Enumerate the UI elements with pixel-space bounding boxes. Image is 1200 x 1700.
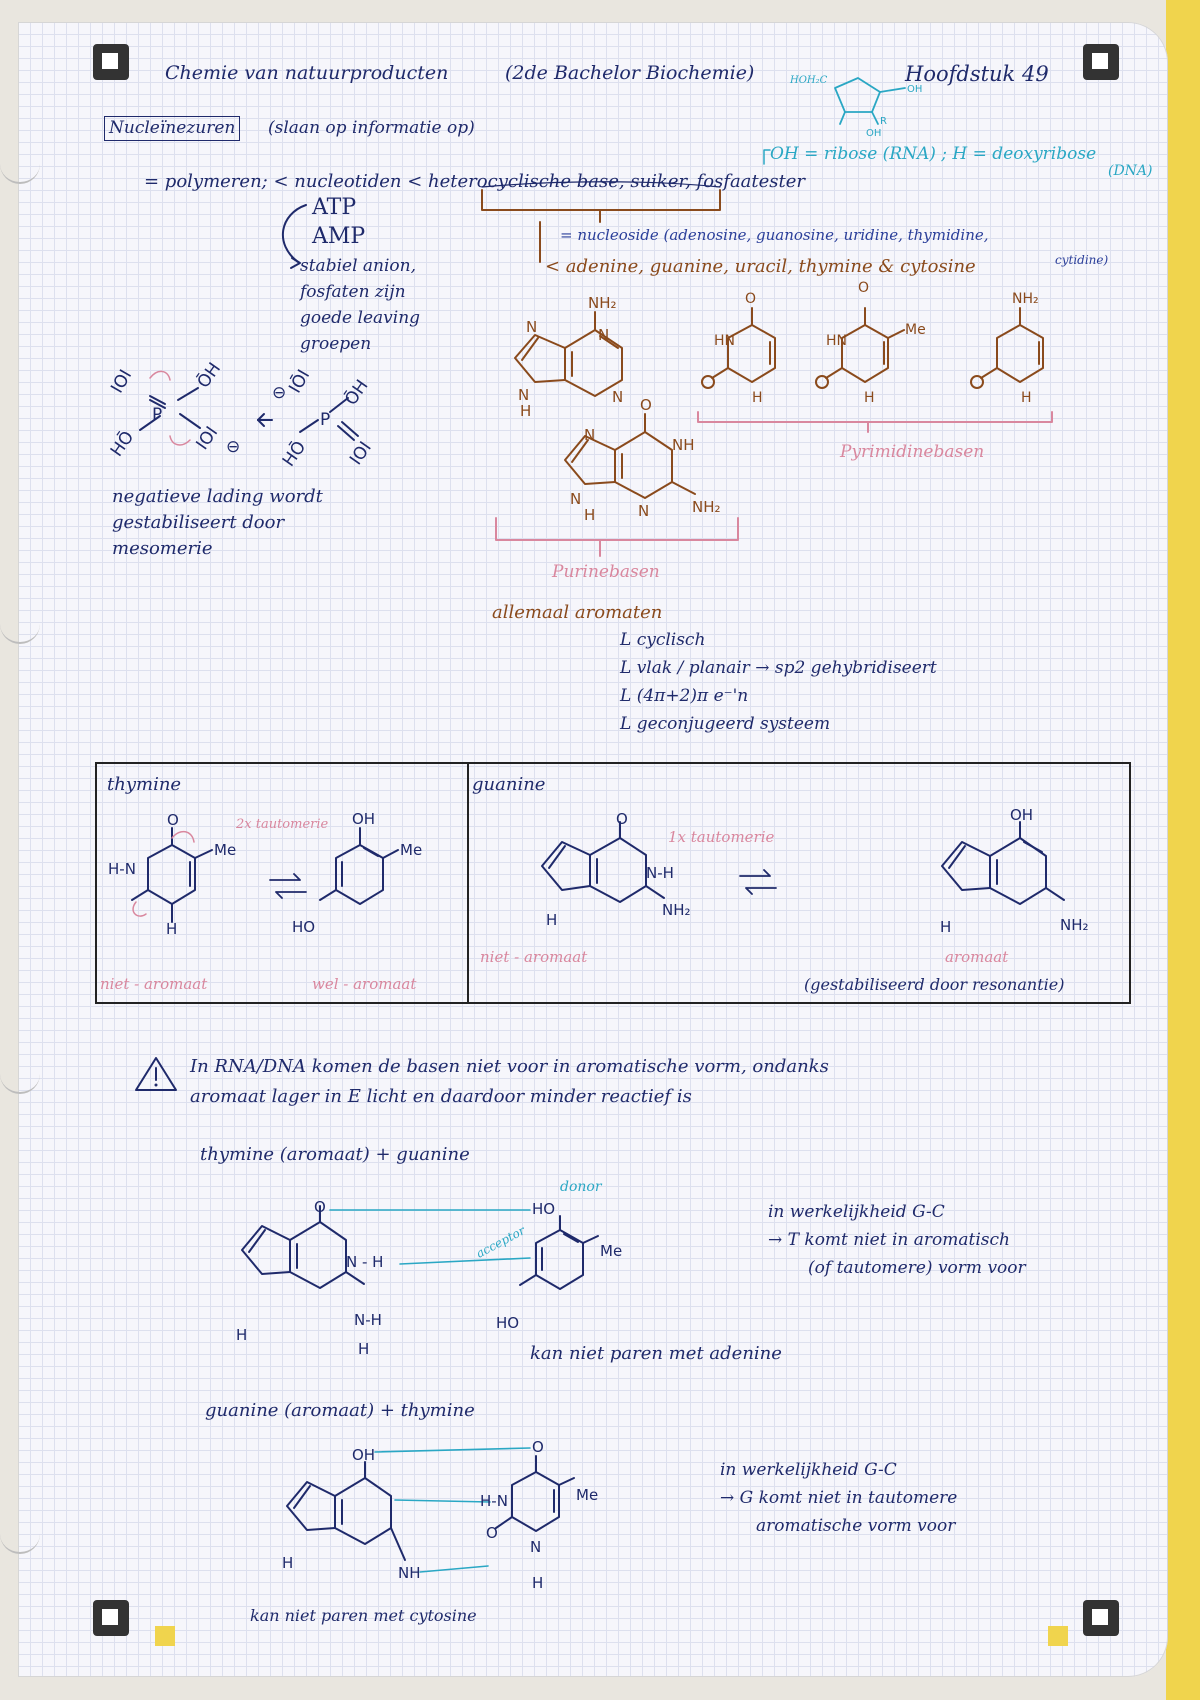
svg-text:N-H: N-H (354, 1311, 382, 1329)
anion-line: goede leaving (300, 308, 421, 328)
svg-text:Me: Me (600, 1242, 623, 1260)
svg-text:O: O (640, 396, 652, 414)
aromatic-heading: allemaal aromaten (492, 602, 663, 623)
svg-text:N: N (526, 318, 538, 336)
aromatic-label: wel - aromaat (312, 975, 417, 993)
warning-text: aromaat lager in E licht en daardoor minder reactief is (190, 1086, 692, 1107)
ribose-atom-labels (866, 84, 922, 139)
acceptor-label: acceptor (473, 1223, 528, 1261)
thymine-keto-structure (132, 828, 212, 922)
svg-text:OH: OH (1010, 806, 1034, 824)
svg-text:HN: HN (826, 333, 847, 349)
sugar-label: HOH₂C (790, 75, 828, 86)
adenine-atom-labels (518, 294, 623, 420)
bases-line: < adenine, guanine, uracil, thymine & cytosine (545, 256, 976, 277)
aromatic-criterion: L geconjugeerd systeem (620, 714, 831, 734)
amp-label: AMP (312, 224, 366, 249)
svg-text:H: H (532, 1574, 544, 1592)
ribose-sketch (835, 78, 905, 124)
non-aromatic-label: niet - aromaat (480, 948, 588, 966)
svg-text:IŌI: IŌI (285, 366, 315, 397)
pair1-note: in werkelijkheid G-C (768, 1202, 945, 1222)
svg-text:H: H (752, 390, 763, 406)
anion-line: groepen (300, 334, 372, 354)
thymine-pair-atom-labels (480, 1438, 598, 1592)
svg-text:Me: Me (400, 841, 423, 859)
hydrogen-bonds (375, 1448, 530, 1572)
svg-text:Me: Me (576, 1486, 599, 1504)
svg-text:O: O (616, 810, 628, 828)
svg-text:HN: HN (714, 333, 735, 349)
donor-label: donor (560, 1179, 602, 1195)
svg-text:N: N (518, 386, 530, 404)
pair2-note: aromatische vorm voor (756, 1516, 956, 1536)
svg-text:H: H (282, 1554, 294, 1572)
polymer-definition: = polymeren; < nucleotiden < heterocyclische base, suiker, fosfaatester (144, 171, 806, 192)
svg-text:IOI: IOI (346, 438, 376, 469)
svg-text:N: N (530, 1538, 542, 1556)
svg-text:N-H: N-H (646, 864, 674, 882)
mesomerie-line: mesomerie (112, 538, 213, 559)
aromatic-label: aromaat (945, 948, 1009, 966)
pair1-title: thymine (aromaat) + guanine (200, 1144, 470, 1165)
svg-text:O: O (532, 1438, 544, 1456)
thymine-enol-structure (320, 828, 398, 904)
tautomerie-note: 2x tautomerie (236, 817, 329, 832)
svg-text:N: N (612, 388, 624, 406)
svg-text:OH: OH (352, 1446, 376, 1464)
svg-text:H-N: H-N (108, 860, 136, 878)
svg-text:NH₂: NH₂ (1012, 291, 1039, 307)
heading-note: (slaan op informatie op) (268, 118, 475, 138)
guanine-enol-structure (942, 822, 1064, 904)
svg-text:NH: NH (672, 436, 695, 454)
pair2-title: guanine (aromaat) + thymine (205, 1400, 475, 1421)
svg-text:ŌH: ŌH (341, 376, 373, 410)
svg-text:O: O (167, 811, 179, 829)
pair1-caption: kan niet paren met adenine (530, 1343, 782, 1364)
svg-text:IOI: IOI (107, 366, 137, 397)
svg-text:H: H (864, 390, 875, 406)
svg-text:HŌ: HŌ (106, 427, 139, 461)
phosphate-atom-labels (105, 358, 376, 471)
svg-text:HŌ: HŌ (278, 437, 311, 471)
svg-text:NH: NH (398, 1564, 421, 1582)
svg-text:O: O (486, 1524, 498, 1542)
guanine-keto-structure (542, 822, 664, 902)
warning-text: In RNA/DNA komen de basen niet voor in aromatische vorm, ondanks (190, 1056, 829, 1077)
thymine-aromatic-structure (520, 1216, 598, 1289)
svg-text:HO: HO (292, 918, 316, 936)
sugar-definition: OH = ribose (RNA) ; H = deoxyribose (770, 144, 1097, 164)
cytosine-atom-labels (1012, 291, 1039, 406)
svg-text:NH₂: NH₂ (1060, 916, 1089, 934)
anion-line: stabiel anion, (300, 256, 417, 276)
svg-text:H: H (358, 1340, 370, 1358)
pair1-note: (of tautomere) vorm voor (808, 1258, 1026, 1278)
svg-text:H: H (520, 402, 532, 420)
cytosine-structure (981, 308, 1043, 382)
guanine-enol-pair-structure (287, 1462, 405, 1560)
pair2-caption: kan niet paren met cytosine (250, 1606, 477, 1625)
svg-text:IOI: IOI (192, 423, 223, 454)
svg-text:NH₂: NH₂ (662, 901, 691, 919)
guanine-enol-atom-labels (940, 806, 1089, 936)
pair1-note: → T komt niet in aromatisch (768, 1230, 1010, 1250)
aromatic-criterion: L cyclisch (620, 630, 706, 650)
nucleoside-line: = nucleoside (adenosine, guanosine, uridine, thymidine, (560, 226, 989, 244)
svg-text:Me: Me (905, 322, 926, 338)
mesomerie-line: negatieve lading wordt (112, 486, 323, 507)
svg-text:N: N (570, 490, 582, 508)
guanine-aromatic-atom-labels (236, 1198, 383, 1358)
svg-text:HO: HO (532, 1200, 556, 1218)
svg-text:N: N (638, 502, 650, 520)
thymine-title: thymine (107, 774, 182, 795)
svg-text:R: R (880, 116, 887, 127)
svg-text:NH₂: NH₂ (588, 294, 617, 312)
svg-text:P: P (320, 410, 331, 430)
svg-text:H: H (236, 1326, 248, 1344)
svg-text:HO: HO (496, 1314, 520, 1332)
svg-text:H-N: H-N (480, 1492, 508, 1510)
svg-text:P: P (152, 405, 163, 425)
svg-text:NH₂: NH₂ (692, 498, 721, 516)
svg-text:ŌH: ŌH (193, 359, 226, 393)
svg-text:OH: OH (907, 84, 923, 95)
svg-text:⊖: ⊖ (272, 383, 287, 403)
purine-label: Purinebasen (552, 562, 660, 582)
thymine-atom-labels (826, 280, 926, 406)
cytidine-label: cytidine) (1055, 253, 1109, 267)
pyrimidine-label: Pyrimidinebasen (840, 442, 985, 462)
pair2-note: in werkelijkheid G-C (720, 1460, 897, 1480)
svg-text:H: H (546, 911, 558, 929)
dna-label: (DNA) (1108, 163, 1153, 179)
resonance-note: (gestabiliseerd door resonantie) (804, 975, 1065, 994)
svg-text:N: N (598, 326, 610, 344)
thymine-enol-atom-labels (292, 810, 422, 936)
guanine-keto-atom-labels (546, 810, 691, 929)
anion-line: fosfaten zijn (300, 282, 406, 302)
svg-text:O: O (858, 280, 870, 296)
mesomerie-line: gestabiliseert door (112, 512, 285, 533)
course-label: (2de Bachelor Biochemie) (505, 62, 755, 84)
chapter-label: Hoofdstuk 49 (905, 62, 1049, 86)
page-title: Chemie van natuurproducten (165, 62, 449, 84)
svg-text:O: O (314, 1198, 326, 1216)
svg-text:O: O (745, 291, 757, 307)
svg-text:⊖: ⊖ (226, 437, 241, 457)
aromatic-criterion: L (4π+2)π e⁻'n (620, 686, 749, 706)
svg-text:OH: OH (352, 810, 376, 828)
svg-text:N: N (584, 426, 596, 444)
guanine-enol-pair-atom-labels (282, 1446, 421, 1582)
svg-text:H: H (1021, 390, 1032, 406)
atp-label: ATP (312, 195, 357, 220)
guanine-aromatic-structure (242, 1206, 364, 1288)
pair2-note: → G komt niet in tautomere (720, 1488, 958, 1508)
aromatic-criterion: L vlak / planair → sp2 gehybridiseert (620, 658, 937, 678)
svg-text:Me: Me (214, 841, 237, 859)
svg-text:H: H (940, 918, 952, 936)
section-heading: Nucleïnezuren (104, 116, 240, 141)
tautomerie-note: 1x tautomerie (668, 828, 775, 846)
svg-text:N - H: N - H (346, 1253, 384, 1271)
svg-text:OH: OH (866, 128, 882, 139)
svg-text:H: H (584, 506, 596, 524)
svg-text:H: H (166, 920, 178, 938)
uracil-atom-labels (714, 291, 763, 406)
guanine-title: guanine (472, 774, 546, 795)
non-aromatic-label: niet - aromaat (100, 975, 208, 993)
